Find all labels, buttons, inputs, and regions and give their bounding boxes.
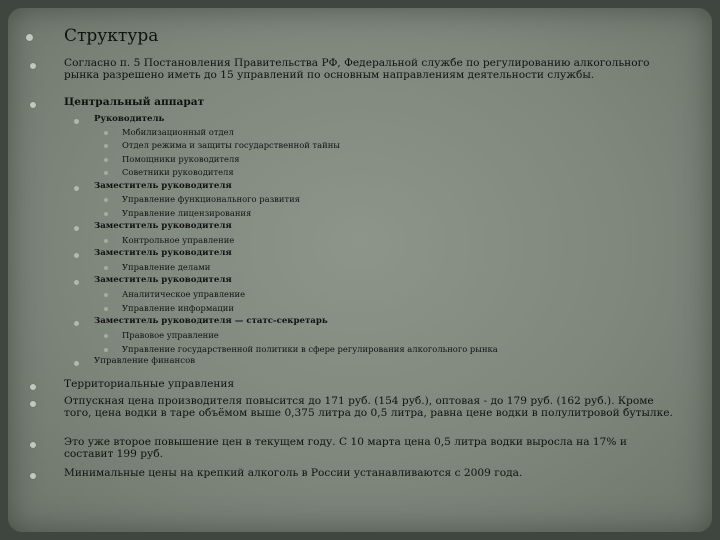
slide [8,8,712,532]
sub-sub-bullet-icon [104,158,108,162]
bullet-icon [30,473,36,479]
sub-bullet-icon [74,280,79,285]
group-item: Помощники руководителя [122,154,240,164]
territorial-text: Территориальные управления [64,378,235,390]
group-item: Отдел режима и защиты государственной тайны [122,140,340,150]
central-heading: Центральный аппарат [64,96,205,108]
sub-bullet-icon [74,361,79,366]
group-head: Заместитель руководителя [94,181,232,191]
sub-bullet-icon [74,186,79,191]
sub-bullet-icon [74,226,79,231]
group-item: Управление государственной политики в сфере регулирования алкогольного рынка [122,344,498,354]
sub-sub-bullet-icon [104,307,108,311]
group-item: Управление делами [122,262,211,272]
sub-sub-bullet-icon [104,131,108,135]
bullet-icon [30,63,36,69]
sub-sub-bullet-icon [104,144,108,148]
sub-sub-bullet-icon [104,334,108,338]
sub-bullet-icon [74,253,79,258]
group-item: Управление информации [122,303,234,313]
slide-title: Структура [64,26,159,46]
sub-sub-bullet-icon [104,293,108,297]
sub-sub-bullet-icon [104,212,108,216]
group-head: Руководитель [94,114,165,124]
bullet-icon [30,401,36,407]
bullet-icon [30,442,36,448]
group-head: Заместитель руководителя [94,248,232,258]
group-item: Управление функционального развития [122,194,300,204]
finance-item: Управление финансов [94,356,196,366]
group-item: Правовое управление [122,330,219,340]
bullet-icon [30,384,36,390]
group-item: Управление лицензирования [122,208,252,218]
sub-bullet-icon [74,119,79,124]
sub-sub-bullet-icon [104,348,108,352]
group-item: Контрольное управление [122,235,235,245]
slide-content [8,8,712,532]
sub-sub-bullet-icon [104,171,108,175]
sub-bullet-icon [74,321,79,326]
minimum-price-text: Минимальные цены на крепкий алкоголь в России устанавливаются с 2009 года. [64,467,523,479]
group-item: Аналитическое управление [122,289,246,299]
price-text: Отпускная цена производителя повысится до 171 руб. (154 руб.), оптовая - до 179 руб. (162 руб.). Кроме того, цена водки в таре объёмом выше 0,375 литра до 0,5 литра, равна цене водки в полулитровой бутылке. [64,395,673,420]
bullet-icon [30,102,36,108]
group-head: Заместитель руководителя — статс-секретарь [94,316,328,326]
group-item: Мобилизационный отдел [122,127,234,137]
increase-text: Это уже второе повышение цен в текущем году. С 10 марта цена 0,5 литра водки выросла на 17% и составит 199 руб. [64,436,627,461]
group-head: Заместитель руководителя [94,221,232,231]
group-item: Советники руководителя [122,167,234,177]
sub-sub-bullet-icon [104,239,108,243]
sub-sub-bullet-icon [104,266,108,270]
intro-text: Согласно п. 5 Постановления Правительства РФ, Федеральной службе по регулированию алкогольного рынка разрешено иметь до 15 управлений по основным направлениям деятельности службы. [64,57,650,82]
bullet-icon [26,34,33,41]
sub-sub-bullet-icon [104,198,108,202]
group-head: Заместитель руководителя [94,275,232,285]
